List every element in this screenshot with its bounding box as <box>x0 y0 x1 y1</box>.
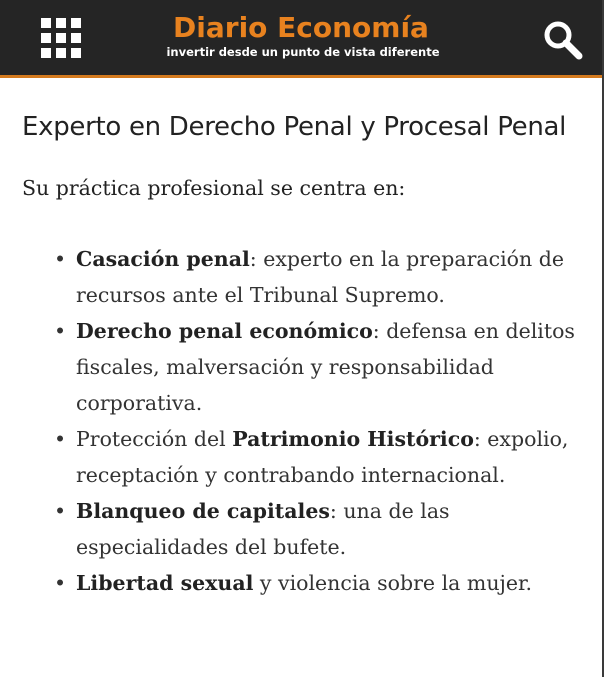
list-item <box>54 493 582 565</box>
article-headline: Experto en Derecho Penal y Procesal Penal <box>22 112 567 142</box>
item-bold: Derecho penal económico <box>76 319 373 343</box>
list-item <box>54 565 582 601</box>
item-bold: Libertad sexual <box>76 571 254 595</box>
bullet-dot: • <box>54 427 67 451</box>
logo-tagline: invertir desde un punto de vista diferente <box>166 45 440 59</box>
item-text: y violencia sobre la mujer. <box>253 571 533 595</box>
site-logo[interactable] <box>0 12 602 59</box>
item-bold: Patrimonio Histórico <box>232 427 474 451</box>
site-header <box>0 0 602 78</box>
item-prefix: Protección del <box>76 427 233 451</box>
list-item <box>54 421 582 493</box>
item-bold: Casación penal <box>76 247 250 271</box>
bullet-dot: • <box>54 571 67 595</box>
item-text: : experto en la preparación de recursos ante el Tribunal Supremo. <box>76 247 564 307</box>
item-text: : expolio, receptación y contrabando internacional. <box>76 427 569 487</box>
item-text: : defensa en delitos fiscales, malversación y responsabilidad corporativa. <box>76 319 575 415</box>
bullet-dot: • <box>54 499 67 523</box>
list-item <box>54 241 582 313</box>
bullet-dot: • <box>54 247 67 271</box>
list-item <box>54 313 582 421</box>
practice-areas-list <box>22 241 582 601</box>
item-text: : una de las especialidades del bufete. <box>76 499 450 559</box>
logo-title: Diario Economía <box>173 11 429 44</box>
search-button[interactable] <box>543 20 583 60</box>
search-icon <box>543 20 583 60</box>
article-content <box>22 106 582 601</box>
article-intro: Su práctica profesional se centra en: <box>22 176 406 200</box>
item-bold: Blanqueo de capitales <box>76 499 330 523</box>
bullet-dot: • <box>54 319 67 343</box>
